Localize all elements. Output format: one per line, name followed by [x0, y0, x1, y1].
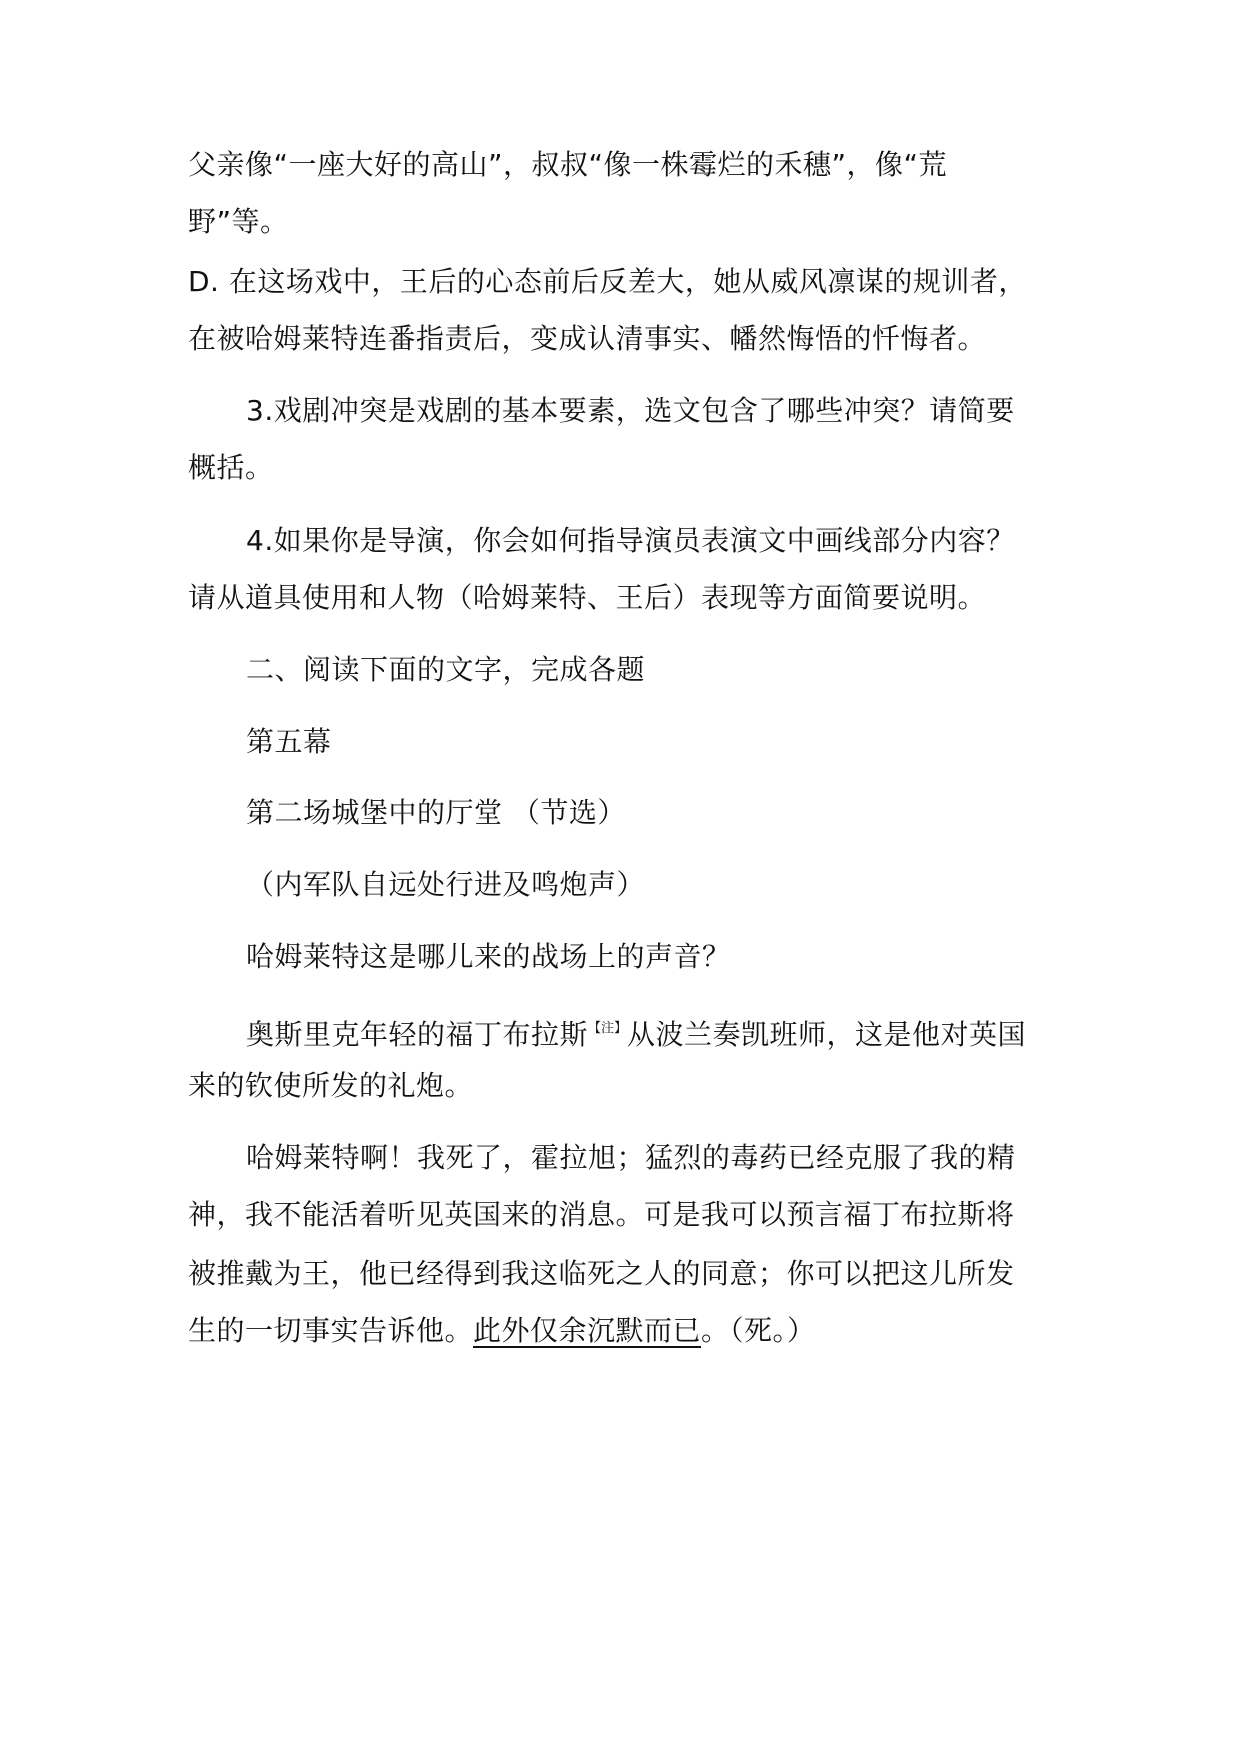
question-3: 3.戏剧冲突是戏剧的基本要素，选文包含了哪些冲突？请简要 [246, 394, 1015, 427]
dialogue-text: 从波兰奏凯班师，这是他对英国 [627, 1018, 1027, 1051]
text-line: 父亲像“一座大好的高山”，叔叔“像一株霉烂的禾穗”，像“荒 [188, 148, 948, 181]
dialogue-text: 奥斯里克年轻的福丁布拉斯 [246, 1018, 589, 1051]
text-line: 请从道具使用和人物（哈姆莱特、王后）表现等方面简要说明。 [188, 581, 987, 614]
text-segment: 。（死。） [701, 1314, 816, 1347]
dialogue-line: 哈姆莱特这是哪儿来的战场上的声音？ [246, 940, 731, 973]
act-title: 第五幕 [246, 725, 332, 758]
text-line: 野”等。 [188, 205, 289, 238]
text-line: 神，我不能活着听见英国来的消息。可是我可以预言福丁布拉斯将 [188, 1198, 1015, 1231]
text-line: 被推戴为王，他已经得到我这临死之人的同意；你可以把这儿所发 [188, 1257, 1015, 1290]
underlined-text: 此外仅余沉默而已 [473, 1314, 702, 1347]
text-segment: 生的一切事实告诉他。 [188, 1314, 474, 1347]
text-line [188, 1311, 1068, 1351]
text-line: 来的钦使所发的礼炮。 [188, 1069, 474, 1102]
text-line: 在被哈姆莱特连番指责后，变成认清事实、幡然悔悟的忏悔者。 [188, 322, 987, 355]
dialogue-line [246, 1009, 1068, 1055]
question-4: 4.如果你是导演，你会如何指导演员表演文中画线部分内容？ [246, 524, 1015, 557]
option-d-line: D. 在这场戏中，王后的心态前后反差大，她从威风凛谋的规训者， [188, 265, 1027, 298]
scene-title: 第二场城堡中的厅堂 （节选） [246, 796, 626, 829]
stage-direction: （内军队自远处行进及鸣炮声） [246, 868, 646, 901]
section-heading: 二、阅读下面的文字，完成各题 [246, 653, 646, 686]
text-line: 概括。 [188, 451, 274, 484]
footnote-marker: 【注】 [588, 1021, 628, 1036]
dialogue-line: 哈姆莱特啊！我死了，霍拉旭；猛烈的毒药已经克服了我的精 [246, 1141, 1016, 1174]
